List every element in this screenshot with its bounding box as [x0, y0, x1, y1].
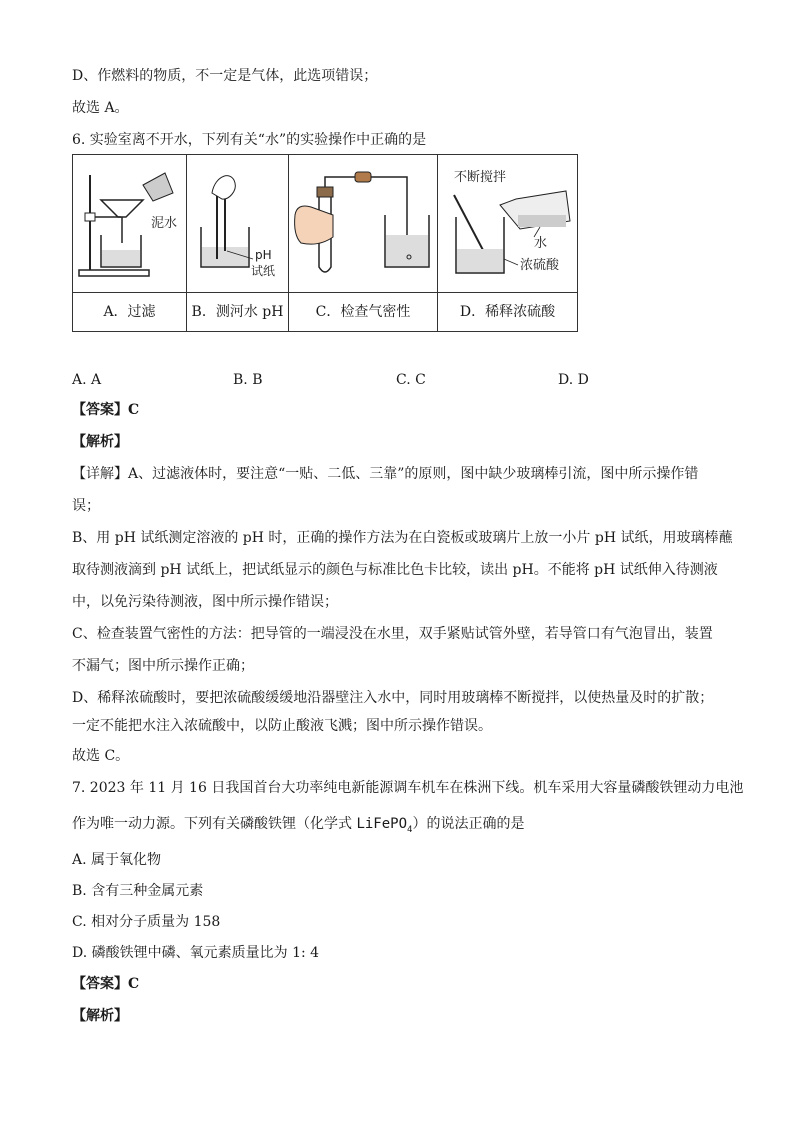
text-line: 故选 A。: [72, 100, 129, 116]
option-b: B. B: [233, 372, 263, 388]
fig-b-label-paper: 试纸: [251, 264, 276, 278]
cell-fig-c: [288, 154, 438, 293]
label-c: C．检查气密性: [315, 304, 411, 320]
airtight-check-figure: [289, 155, 437, 292]
cell-fig-d: [437, 154, 578, 293]
label-a: A．过滤: [103, 304, 156, 320]
detail-line: C、检查装置气密性的方法：把导管的一端浸没在水里，双手紧贴试管外壁，若导管口有气泡冒出，装置: [72, 626, 713, 642]
fig-d-label-water: 水: [534, 236, 548, 251]
fig-d-label-stir: 不断搅拌: [454, 170, 507, 185]
question-7-line1: 7. 2023 年 11 月 16 日我国首台大功率纯电新能源调车机车在株洲下线。机车采用大容量磷酸铁锂动力电池: [72, 780, 744, 796]
option-c: C. C: [396, 372, 426, 388]
label-d: D．稀释浓硫酸: [459, 304, 556, 320]
q7-option-d: D. 磷酸铁锂中磷、氧元素质量比为 1: 4: [72, 945, 320, 961]
fig-a-label: 泥水: [151, 216, 178, 231]
ph-test-figure: [187, 155, 288, 292]
chemical-formula: LiFePO$_4$: [356, 816, 413, 835]
detail-line: D、稀释浓硫酸时，要把浓硫酸缓缓地沿器壁注入水中，同时用玻璃棒不断搅拌，以使热量及时的扩散；: [72, 690, 714, 706]
label-b: B．测河水 pH: [191, 304, 284, 320]
detail-line: 中，以免污染待测液，图中所示操作错误；: [72, 594, 338, 610]
answer-6: 【答案】C: [72, 402, 140, 418]
cell-fig-b: [186, 154, 289, 293]
detail-line: 【详解】A、过滤液体时，要注意“一贴、二低、三靠”的原则，图中缺少玻璃棒引流，图中所示操作错: [72, 466, 699, 482]
dilution-figure: [438, 155, 577, 292]
cell-fig-a: [72, 154, 187, 293]
detail-line: 故选 C。: [72, 748, 130, 764]
filtration-figure: [73, 155, 186, 292]
detail-line: 误；: [72, 498, 100, 514]
detail-line: 一定不能把水注入浓硫酸中，以防止酸液飞溅；图中所示操作错误。: [72, 718, 492, 734]
option-a: A. A: [72, 372, 102, 388]
analysis-6-heading: 【解析】: [72, 434, 128, 450]
text-line: D、作燃料的物质，不一定是气体，此选项错误；: [72, 68, 378, 84]
fig-b-label-ph: pH: [255, 248, 272, 262]
detail-line: B、用 pH 试纸测定溶液的 pH 时，正确的操作方法为在白瓷板或玻璃片上放一小片 pH 试纸，用玻璃棒蘸: [72, 530, 733, 546]
q7-text-pre: 作为唯一动力源。下列有关磷酸铁锂（化学式: [72, 816, 357, 832]
question-6: 6. 实验室离不开水，下列有关“水”的实验操作中正确的是: [72, 132, 427, 148]
detail-line: 不漏气；图中所示操作正确；: [72, 658, 254, 674]
option-d: D. D: [558, 372, 589, 388]
q7-option-c: C. 相对分子质量为 158: [72, 914, 221, 930]
answer-7: 【答案】C: [72, 976, 140, 992]
analysis-7-heading: 【解析】: [72, 1008, 128, 1024]
q7-option-a: A. 属于氧化物: [72, 852, 162, 868]
q7-option-b: B. 含有三种金属元素: [72, 883, 204, 899]
question-7-line2: [72, 814, 524, 840]
detail-line: 取待测液滴到 pH 试纸上，把试纸显示的颜色与标准比色卡比较，读出 pH。不能将 pH 试纸伸入待测液: [72, 562, 718, 578]
fig-d-label-acid: 浓硫酸: [520, 258, 560, 273]
q7-text-post: ）的说法正确的是: [412, 816, 525, 832]
